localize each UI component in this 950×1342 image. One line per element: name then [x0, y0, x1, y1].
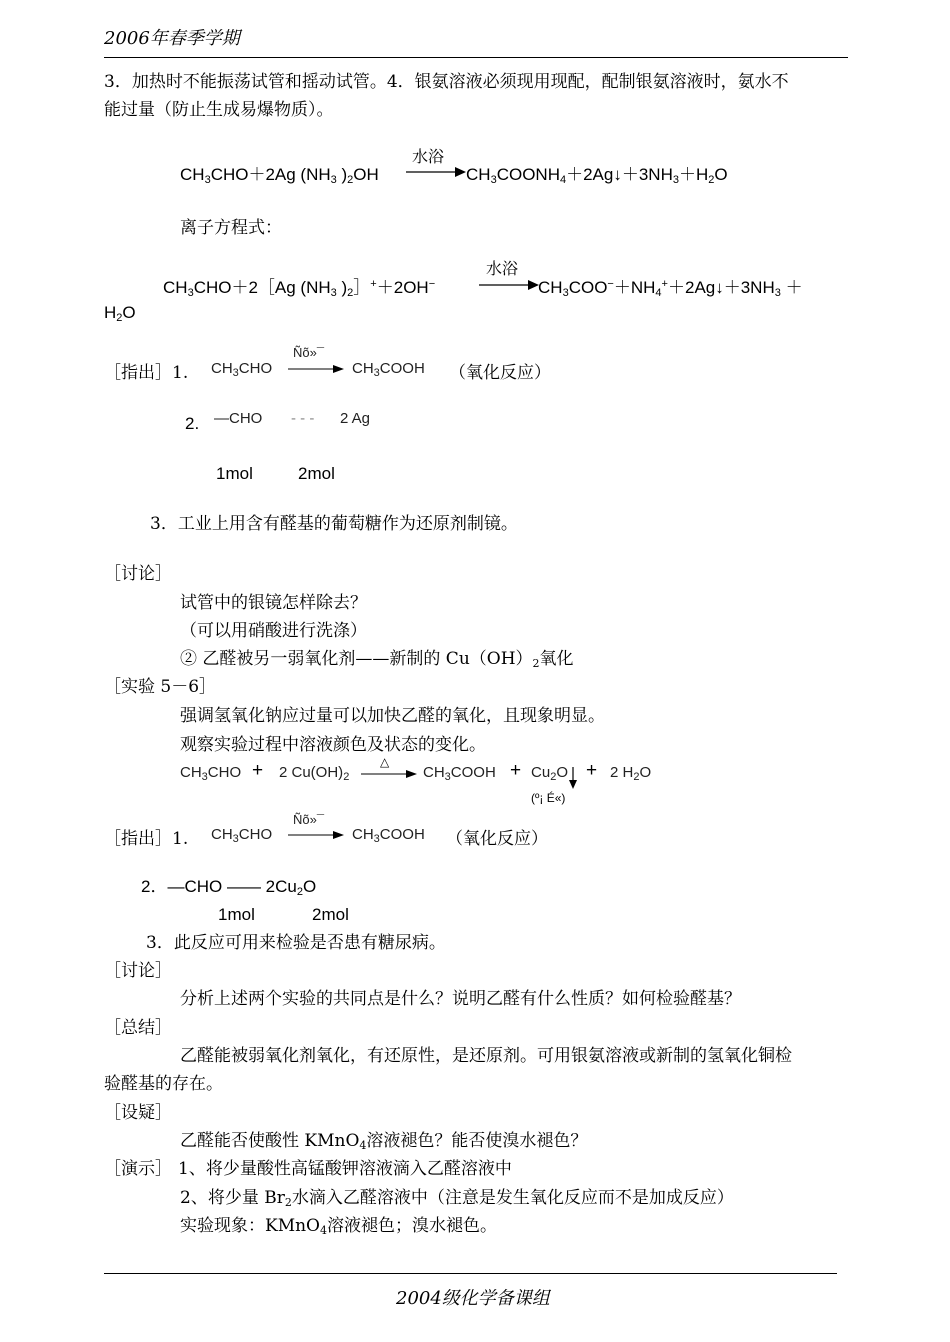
equation-2: $CH_3CHO+2[Ag$ ($NH_3$ )$_2]^++2OH^-$ — [163, 278, 436, 299]
product: $CH_3COOH$ — [423, 764, 496, 783]
ionic-label: 离子方程式： — [180, 218, 282, 238]
reaction-arrow — [287, 829, 345, 841]
equation-1-products: $CH_3COONH_4+2Ag↓+3NH_3+H_2O$ — [466, 165, 728, 186]
paragraph-line: 试管中的银镜怎样除去？ — [180, 593, 367, 613]
section-label: ［演示］ — [104, 1159, 172, 1179]
precipitate-arrow — [568, 766, 578, 790]
paragraph-line: 3．此反应可用来检验是否患有糖尿病。 — [146, 933, 446, 953]
silver-amount: 2 Ag — [340, 410, 371, 427]
item-number: 2. — [185, 414, 200, 433]
paragraph-line: 3．加热时不能振荡试管和摇动试管。4．银氨溶液必须现用现配，配制银氨溶液时，氨水不 — [104, 72, 789, 92]
reaction-arrow — [405, 165, 467, 179]
product: $CH_3COOH$ — [352, 360, 425, 379]
reaction-arrow — [287, 363, 345, 375]
reaction-condition: Ñõ»¯ — [293, 345, 325, 360]
precipitate-note: (º¡ É«) — [531, 791, 566, 805]
reaction-arrow — [478, 278, 540, 292]
reaction-condition: Ñõ»¯ — [293, 812, 325, 827]
reactant: $CH_3CHO$ — [211, 826, 273, 845]
point-label: ［指出］1. — [104, 363, 189, 383]
section-label: ［讨论］ — [104, 961, 172, 981]
equation-1: $CH_3CHO+2Ag$ ($NH_3$ )$_2OH$ — [180, 165, 379, 186]
paragraph-line: 观察实验过程中溶液颜色及状态的变化。 — [180, 735, 486, 755]
paragraph-line: 3．工业上用含有醛基的葡萄糖作为还原剂制镜。 — [150, 514, 518, 534]
paragraph-line: 强调氢氧化钠应过量可以加快乙醛的氧化，且现象明显。 — [180, 706, 605, 726]
section-label: ［总结］ — [104, 1018, 172, 1038]
plus-sign: + — [510, 760, 522, 781]
mol-label: 2mol — [298, 464, 335, 483]
heat-condition: △ — [380, 755, 390, 769]
plus-sign: + — [586, 760, 598, 781]
mol-label: 1mol — [218, 905, 255, 924]
footer-title: 2004级化学备课组 — [396, 1288, 550, 1309]
section-label: ［设疑］ — [104, 1103, 172, 1123]
reactant: 2 $Cu(OH)_2$ — [279, 764, 350, 783]
plus-sign: + — [252, 760, 264, 781]
reaction-condition: 水浴 — [486, 259, 519, 278]
equation-2-wrap: $H_2O$ — [104, 303, 136, 324]
reaction-condition: 水浴 — [412, 147, 445, 166]
paragraph-line: （可以用硝酸进行洗涤） — [180, 621, 367, 641]
footer-rule — [104, 1273, 837, 1274]
reactant: $CH_3CHO$ — [211, 360, 273, 379]
product: 2 $H_2O$ — [610, 764, 652, 783]
paragraph-line: 分析上述两个实验的共同点是什么？说明乙醛有什么性质？如何检验醛基？ — [180, 989, 741, 1009]
paragraph-line: 2、将少量 $Br_2$水滴入乙醛溶液中（注意是发生氧化反应而不是加成反应） — [180, 1188, 734, 1209]
reaction-type-note: （氧化反应） — [446, 829, 548, 849]
header-rule — [104, 57, 848, 58]
product: $Cu_2O$ — [531, 764, 568, 783]
paragraph-line: 乙醛能被弱氧化剂氧化，有还原性，是还原剂。可用银氨溶液或新制的氢氧化铜检 — [180, 1046, 792, 1066]
paragraph-line: ② 乙醛被另一弱氧化剂——新制的 $Cu(OH)_2$氧化 — [180, 649, 574, 670]
paragraph-line: 验醛基的存在。 — [104, 1074, 223, 1094]
reaction-type-note: （氧化反应） — [449, 363, 551, 383]
mol-label: 1mol — [216, 464, 253, 483]
paragraph-line: 能过量（防止生成易爆物质）。 — [104, 100, 334, 120]
equation-2-products: $CH_3COO^-+NH_4^++2Ag↓+3NH_3$ ＋ — [538, 278, 803, 299]
point-label: ［指出］1. — [104, 829, 189, 849]
section-label: ［实验 5－6］ — [104, 677, 217, 697]
reaction-arrow — [360, 768, 418, 780]
section-label: ［讨论］ — [104, 564, 172, 584]
paragraph-line: 1、将少量酸性高锰酸钾溶液滴入乙醛溶液中 — [178, 1159, 512, 1179]
paragraph-line: 实验现象：KMnO$_4$溶液褪色；溴水褪色。 — [180, 1216, 497, 1237]
mol-label: 2mol — [312, 905, 349, 924]
ratio-dash: - - - — [291, 410, 315, 427]
paragraph-line: 2．—CHO —— $2Cu_2O$ — [141, 877, 317, 898]
paragraph-line: 乙醛能否使酸性 KMnO$_4$溶液褪色？能否使溴水褪色？ — [180, 1131, 588, 1152]
product: $CH_3COOH$ — [352, 826, 425, 845]
reactant: $CH_3CHO$ — [180, 764, 242, 783]
header-title: 2006年春季学期 — [104, 28, 240, 49]
aldehyde-group: —CHO — [214, 410, 263, 427]
